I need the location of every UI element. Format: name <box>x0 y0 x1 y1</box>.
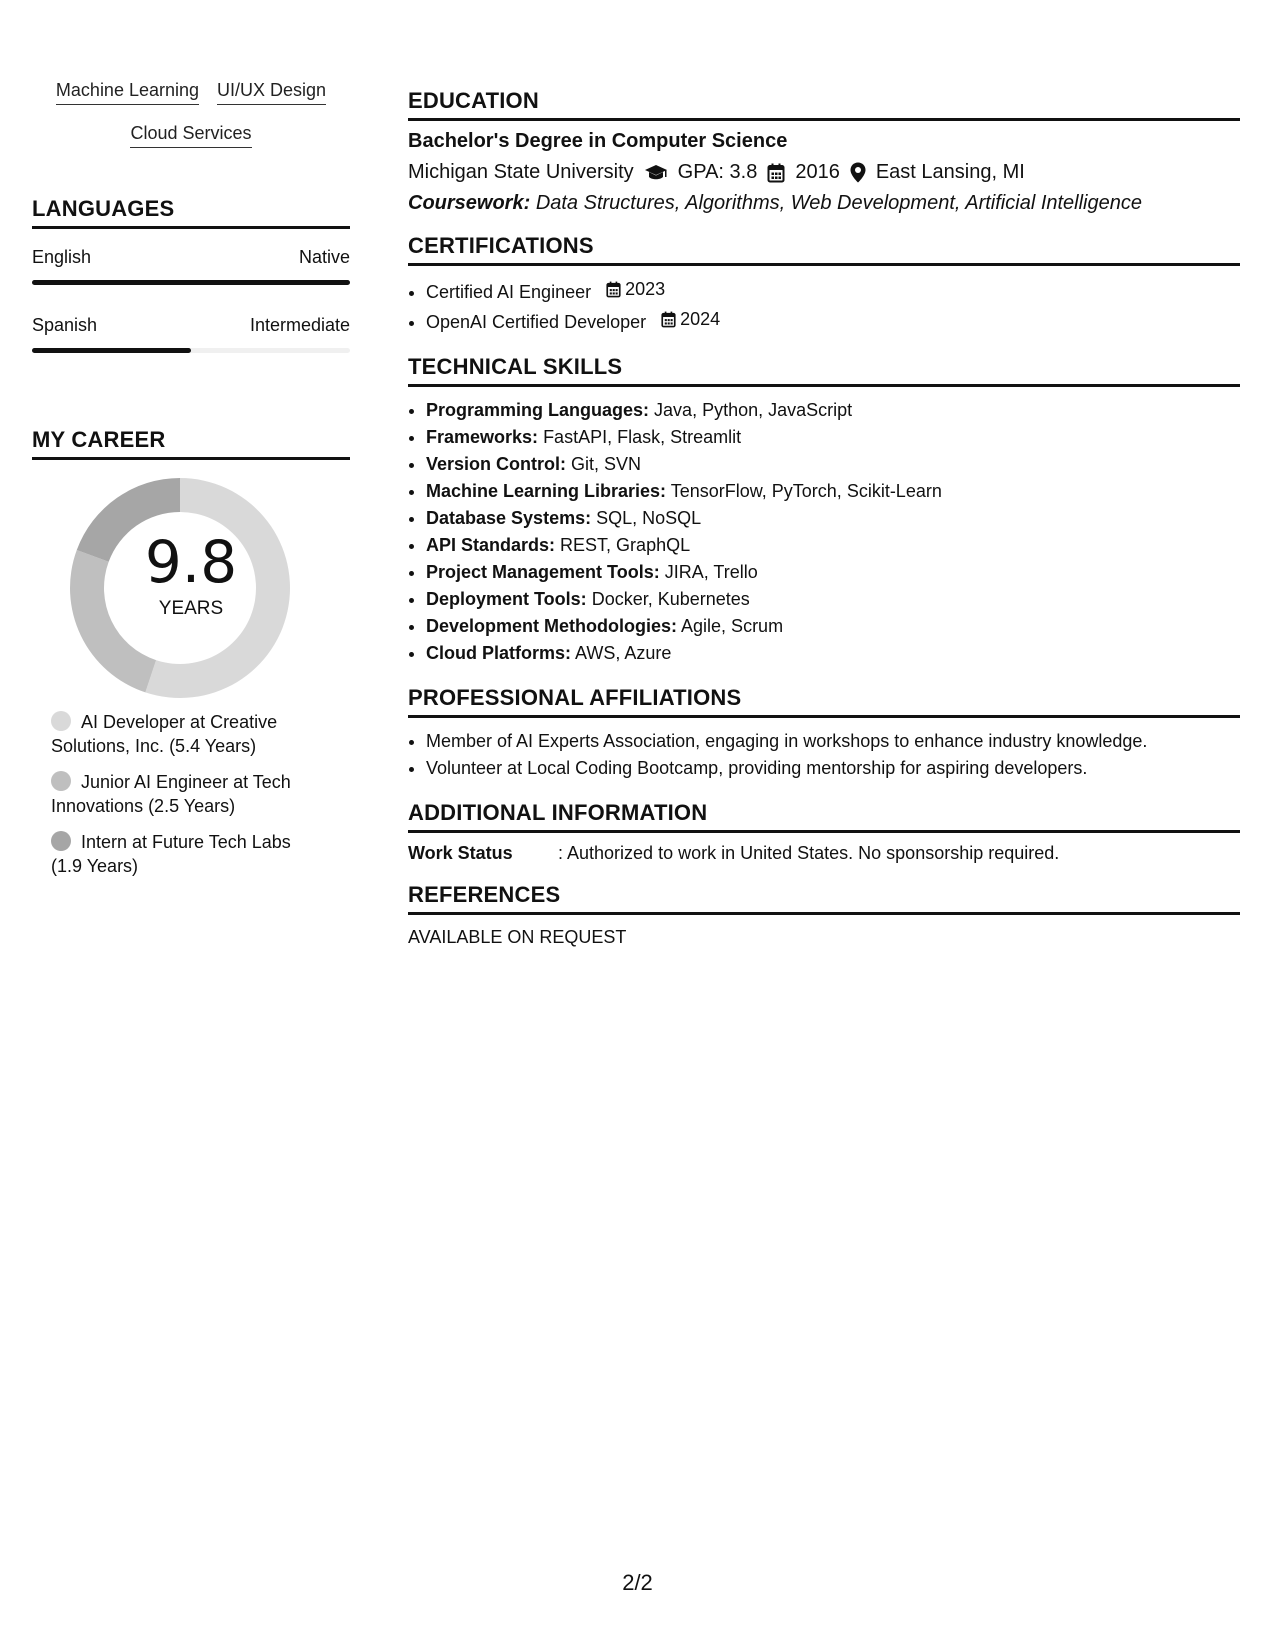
graduation-cap-icon <box>644 164 668 182</box>
skill-item <box>426 451 1240 478</box>
skill-label: Cloud Platforms: <box>426 643 572 663</box>
skill-value: SQL, NoSQL <box>596 508 702 528</box>
left-column <box>32 80 350 890</box>
certification-name: OpenAI Certified Developer <box>426 312 647 332</box>
certification-year: 2024 <box>680 309 721 329</box>
affiliations-title: PROFESSIONAL AFFILIATIONS <box>408 685 1240 718</box>
skill-label: Programming Languages: <box>426 400 650 420</box>
career-donut-chart <box>32 460 350 710</box>
language-spanish <box>32 315 350 353</box>
skill-item <box>426 640 1240 667</box>
skill-item <box>426 397 1240 424</box>
tag-machine-learning: Machine Learning <box>56 80 199 105</box>
education-gpa: GPA: 3.8 <box>677 161 758 183</box>
career-total-unit: YEARS <box>158 598 224 619</box>
legend-dot <box>51 711 71 731</box>
career-title: MY CAREER <box>32 427 350 460</box>
language-level: Native <box>298 247 350 267</box>
certification-name: Certified AI Engineer <box>426 282 592 302</box>
calendar-icon <box>661 311 676 328</box>
calendar-icon <box>606 281 621 298</box>
skill-label: Deployment Tools: <box>426 589 587 609</box>
skill-item <box>426 478 1240 505</box>
career-item-text: AI Developer at Creative Solutions, Inc. (5.4 Years) <box>51 712 278 756</box>
affiliations-list <box>408 728 1240 782</box>
skill-value: TensorFlow, PyTorch, Scikit-Learn <box>670 481 942 501</box>
skill-value: REST, GraphQL <box>560 535 691 555</box>
languages-title: LANGUAGES <box>32 196 350 229</box>
language-bar-track <box>32 348 350 353</box>
skill-value: Java, Python, JavaScript <box>654 400 853 420</box>
tag-cloud-services: Cloud Services <box>130 123 251 148</box>
skill-label: Database Systems: <box>426 508 592 528</box>
skill-value: Git, SVN <box>571 454 642 474</box>
additional-info-title: ADDITIONAL INFORMATION <box>408 800 1240 833</box>
references-text: AVAILABLE ON REQUEST <box>408 927 627 947</box>
education-school: Michigan State University <box>408 161 634 183</box>
work-status <box>408 843 1240 864</box>
skill-item <box>426 586 1240 613</box>
tag-ui-ux-design: UI/UX Design <box>217 80 326 105</box>
career-item <box>51 710 321 758</box>
skill-label: API Standards: <box>426 535 556 555</box>
certifications-list <box>408 276 1240 336</box>
skill-value: Docker, Kubernetes <box>591 589 750 609</box>
language-name: Spanish <box>32 315 98 335</box>
career-item-text: Intern at Future Tech Labs (1.9 Years) <box>51 832 291 876</box>
education-coursework <box>408 192 1240 215</box>
skills-list <box>408 397 1240 667</box>
skill-item <box>426 505 1240 532</box>
skill-label: Machine Learning Libraries: <box>426 481 667 501</box>
language-bar-fill <box>32 348 191 353</box>
career-item-text: Junior AI Engineer at Tech Innovations (2.5 Years) <box>51 772 291 816</box>
career-item <box>51 770 321 818</box>
page-number: 2/2 <box>622 1570 653 1595</box>
skill-value: FastAPI, Flask, Streamlit <box>543 427 742 447</box>
career-item <box>51 830 321 878</box>
affiliation-item: • Volunteer at Local Coding Bootcamp, providing mentorship for aspiring developers. <box>426 755 1240 782</box>
references-title: REFERENCES <box>408 882 1240 915</box>
skill-item <box>426 424 1240 451</box>
certifications-title: CERTIFICATIONS <box>408 233 1240 266</box>
skill-item <box>426 532 1240 559</box>
certification-item <box>426 276 1240 306</box>
skill-value: JIRA, Trello <box>664 562 758 582</box>
language-name: English <box>32 247 92 267</box>
legend-dot <box>51 771 71 791</box>
skill-label: Frameworks: <box>426 427 539 447</box>
certification-year: 2023 <box>625 279 666 299</box>
right-column <box>408 88 1240 948</box>
donut-center <box>32 530 350 620</box>
map-pin-icon <box>850 162 866 183</box>
education-location: East Lansing, MI <box>875 161 1025 183</box>
language-bar-fill <box>32 280 350 285</box>
skill-label: Version Control: <box>426 454 567 474</box>
coursework-list: Data Structures, Algorithms, Web Development, Artificial Intelligence <box>535 192 1142 214</box>
skill-label: Project Management Tools: <box>426 562 660 582</box>
career-legend <box>32 710 350 878</box>
legend-dot <box>51 831 71 851</box>
skill-value: AWS, Azure <box>575 643 672 663</box>
education-details <box>408 161 1240 184</box>
skill-value: Agile, Scrum <box>681 616 784 636</box>
coursework-label: Coursework: <box>408 192 531 214</box>
affiliation-item: • Member of AI Experts Association, engaging in workshops to enhance industry knowledge. <box>426 728 1240 755</box>
education-year: 2016 <box>795 161 840 183</box>
language-english <box>32 247 350 285</box>
calendar-icon <box>767 163 785 183</box>
certification-item <box>426 306 1240 336</box>
education-degree: Bachelor's Degree in Computer Science <box>408 130 788 152</box>
skill-item <box>426 559 1240 586</box>
career-total-years: 9.8 <box>144 528 238 596</box>
language-level: Intermediate <box>249 315 350 335</box>
skill-label: Development Methodologies: <box>426 616 678 636</box>
skill-tags <box>32 80 350 148</box>
work-status-value: : Authorized to work in United States. No sponsorship required. <box>558 843 1060 863</box>
language-bar-track <box>32 280 350 285</box>
education-title: EDUCATION <box>408 88 1240 121</box>
skills-title: TECHNICAL SKILLS <box>408 354 1240 387</box>
work-status-label: Work Status <box>408 843 513 863</box>
skill-item <box>426 613 1240 640</box>
